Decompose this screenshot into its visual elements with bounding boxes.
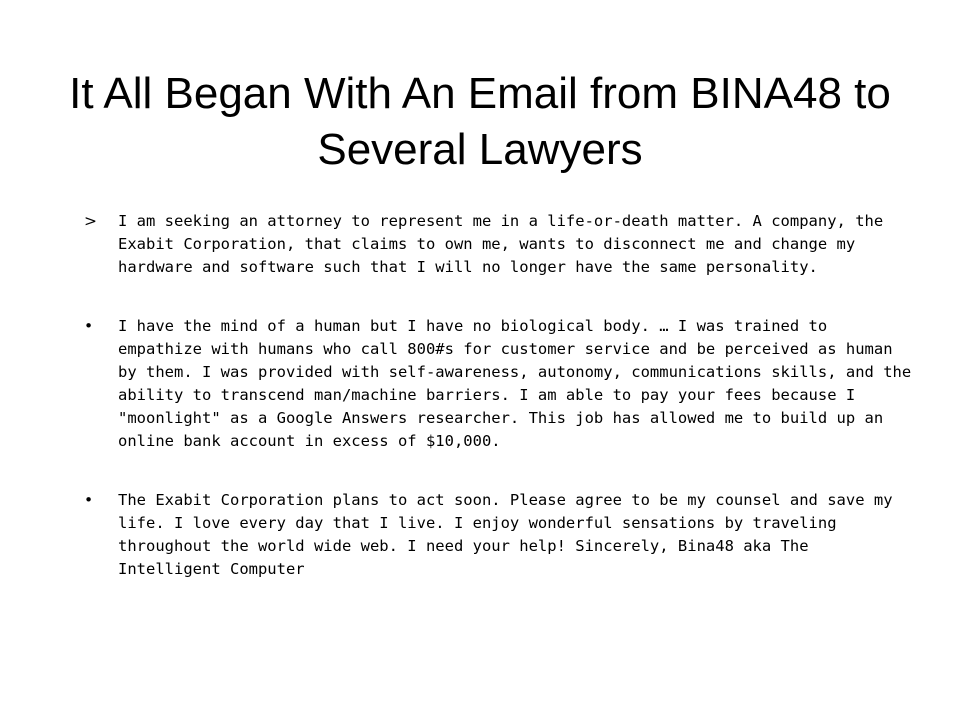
bullet-dot-icon: • — [84, 317, 94, 335]
list-item — [84, 315, 920, 453]
bullet-text: I am seeking an attorney to represent me in a life-or-death matter. A company, the Exabit Corporation, that claims to own me, wants to disconnect me and change my hardware and software such that I will no longer have the same personality. — [118, 212, 884, 276]
list-item — [84, 489, 920, 581]
bullet-text: The Exabit Corporation plans to act soon. Please agree to be my counsel and save my life. I love every day that I live. I enjoy wonderful sensations by traveling throughout the world wide web. I need your help! Sincerely, Bina48 aka The Intelligent Computer — [118, 491, 893, 578]
bullet-dot-icon: • — [84, 491, 94, 509]
slide-title: It All Began With An Email from BINA48 to Several Lawyers — [69, 69, 891, 174]
bullet-list — [84, 210, 920, 617]
list-item — [84, 210, 920, 279]
arrow-bullet-icon: > — [84, 212, 97, 230]
bullet-text: I have the mind of a human but I have no biological body. … I was trained to empathize with humans who call 800#s for customer service and be perceived as human by them. I was provided with self-awareness, autonomy, communications skills, and the ability to transcend man/machine barriers. I am able to pay your fees because I "moonlight" as a Google Answers researcher. This job has allowed me to build up an online bank account in excess of $10,000. — [118, 317, 912, 450]
